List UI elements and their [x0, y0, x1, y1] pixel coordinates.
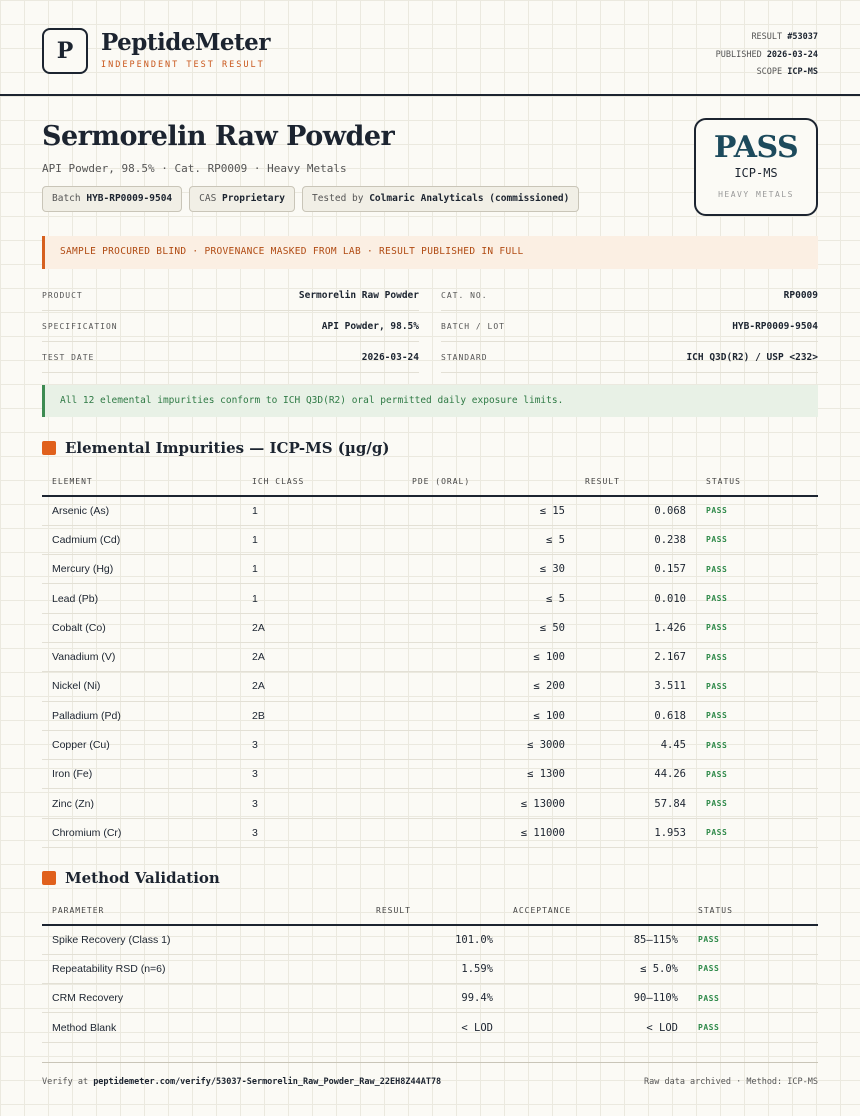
table-header-row: ELEMENT ICH CLASS PDE (ORAL) RESULT STATUS	[42, 467, 818, 496]
table-row	[42, 760, 818, 789]
ich-class: 2A	[242, 642, 402, 671]
tested-by-chip: Tested by Colmaric Analyticals (commissioned)	[302, 186, 579, 212]
pde-limit: ≤ 13000	[402, 789, 575, 818]
parameter-name: Method Blank	[42, 1013, 366, 1042]
status-badge: PASS	[696, 760, 818, 789]
pde-limit: ≤ 200	[402, 672, 575, 701]
ich-class: 3	[242, 730, 402, 759]
parameter-name: Spike Recovery (Class 1)	[42, 925, 366, 954]
pde-limit: ≤ 100	[402, 642, 575, 671]
validation-result: 101.0%	[366, 925, 503, 954]
table-row	[42, 525, 818, 554]
result-value: 0.238	[575, 525, 696, 554]
element-name: Mercury (Hg)	[42, 555, 242, 584]
result-value: 1.953	[575, 818, 696, 847]
ich-class: 3	[242, 760, 402, 789]
pde-limit: ≤ 1300	[402, 760, 575, 789]
table-row	[42, 730, 818, 759]
table-row	[42, 613, 818, 642]
parameter-name: Repeatability RSD (n=6)	[42, 954, 366, 983]
procurement-notice: SAMPLE PROCURED BLIND · PROVENANCE MASKED FROM LAB · RESULT PUBLISHED IN FULL	[42, 236, 818, 269]
report-meta	[716, 29, 818, 82]
table-row	[42, 642, 818, 671]
archive-note: Raw data archived · Method: ICP-MS	[644, 1077, 818, 1087]
status-badge: PASS	[696, 613, 818, 642]
info-spec: SPECIFICATION API Powder, 98.5%	[42, 311, 419, 342]
validation-result: 99.4%	[366, 984, 503, 1013]
result-value: 0.157	[575, 555, 696, 584]
report-footer: Verify at peptidemeter.com/verify/53037-Sermorelin_Raw_Powder_Raw_22EH8Z44AT78 Raw data archived · Method: ICP-MS	[42, 1062, 818, 1087]
section-marker	[42, 441, 56, 455]
result-value: 44.26	[575, 760, 696, 789]
pde-limit: ≤ 5	[402, 525, 575, 554]
result-value: 2.167	[575, 642, 696, 671]
acceptance-range: < LOD	[503, 1013, 688, 1042]
result-value: 4.45	[575, 730, 696, 759]
impurities-heading: Elemental Impurities — ICP-MS (µg/g)	[42, 439, 389, 457]
pde-limit: ≤ 3000	[402, 730, 575, 759]
status-badge: PASS	[696, 672, 818, 701]
pde-limit: ≤ 11000	[402, 818, 575, 847]
section-marker	[42, 871, 56, 885]
element-name: Iron (Fe)	[42, 760, 242, 789]
result-value: 57.84	[575, 789, 696, 818]
element-name: Vanadium (V)	[42, 642, 242, 671]
cas-chip: CAS Proprietary	[189, 186, 295, 212]
ich-class: 1	[242, 496, 402, 525]
product-subtitle: API Powder, 98.5% · Cat. RP0009 · Heavy Metals	[42, 162, 347, 175]
status-badge: PASS	[688, 984, 818, 1013]
status-badge: PASS	[688, 925, 818, 954]
acceptance-range: 85–115%	[503, 925, 688, 954]
table-row	[42, 555, 818, 584]
result-value: 3.511	[575, 672, 696, 701]
result-value: 0.010	[575, 584, 696, 613]
batch-chip: Batch HYB-RP0009-9504	[42, 186, 182, 212]
logo	[42, 28, 88, 74]
element-name: Cadmium (Cd)	[42, 525, 242, 554]
conformance-banner: All 12 elemental impurities conform to ICH Q3D(R2) oral permitted daily exposure limits.	[42, 385, 818, 417]
status-badge: PASS	[696, 584, 818, 613]
acceptance-range: ≤ 5.0%	[503, 954, 688, 983]
table-row	[42, 1013, 818, 1042]
impurities-table	[42, 467, 818, 848]
pde-limit: ≤ 5	[402, 584, 575, 613]
element-name: Lead (Pb)	[42, 584, 242, 613]
brand-name: PeptideMeter	[101, 29, 270, 56]
ich-class: 1	[242, 555, 402, 584]
pde-limit: ≤ 100	[402, 701, 575, 730]
element-name: Palladium (Pd)	[42, 701, 242, 730]
element-name: Cobalt (Co)	[42, 613, 242, 642]
result-value: 1.426	[575, 613, 696, 642]
verify-link[interactable]: peptidemeter.com/verify/53037-Sermorelin_Raw_Powder_Raw_22EH8Z44AT78	[93, 1077, 442, 1087]
verdict-status: PASS	[713, 130, 799, 165]
status-badge: PASS	[696, 496, 818, 525]
element-name: Copper (Cu)	[42, 730, 242, 759]
info-batch: BATCH / LOT HYB-RP0009-9504	[441, 311, 818, 342]
parameter-name: CRM Recovery	[42, 984, 366, 1013]
element-name: Zinc (Zn)	[42, 789, 242, 818]
table-row	[42, 496, 818, 525]
product-title: Sermorelin Raw Powder	[42, 121, 395, 152]
pde-limit: ≤ 30	[402, 555, 575, 584]
scope: SCOPE ICP-MS	[756, 67, 818, 77]
brand-tagline: INDEPENDENT TEST RESULT	[101, 60, 265, 70]
status-badge: PASS	[696, 642, 818, 671]
published-date: PUBLISHED 2026-03-24	[715, 49, 818, 60]
ich-class: 1	[242, 525, 402, 554]
info-catno: CAT. NO. RP0009	[441, 280, 818, 311]
info-standard: STANDARD ICH Q3D(R2) / USP <232>	[441, 342, 818, 373]
table-header-row: PARAMETER RESULT ACCEPTANCE STATUS	[42, 896, 818, 925]
ich-class: 2A	[242, 613, 402, 642]
table-row	[42, 954, 818, 983]
table-row	[42, 818, 818, 847]
result-value: 0.068	[575, 496, 696, 525]
status-badge: PASS	[688, 1013, 818, 1042]
element-name: Chromium (Cr)	[42, 818, 242, 847]
result-id: RESULT #53037	[751, 32, 818, 42]
validation-table	[42, 896, 818, 1043]
status-badge: PASS	[696, 818, 818, 847]
status-badge: PASS	[696, 525, 818, 554]
info-product: PRODUCT Sermorelin Raw Powder	[42, 280, 419, 311]
result-value: 0.618	[575, 701, 696, 730]
validation-heading: Method Validation	[42, 869, 220, 887]
pde-limit: ≤ 15	[402, 496, 575, 525]
status-badge: PASS	[696, 789, 818, 818]
validation-result: 1.59%	[366, 954, 503, 983]
validation-result: < LOD	[366, 1013, 503, 1042]
table-row	[42, 925, 818, 954]
ich-class: 3	[242, 789, 402, 818]
table-row	[42, 984, 818, 1013]
verdict-category: HEAVY METALS	[718, 190, 794, 199]
verdict-method: ICP-MS	[734, 166, 778, 180]
report-header	[0, 0, 860, 96]
logo-letter: P	[56, 38, 74, 64]
element-name: Nickel (Ni)	[42, 672, 242, 701]
status-badge: PASS	[696, 555, 818, 584]
status-badge: PASS	[688, 954, 818, 983]
table-row	[42, 789, 818, 818]
status-badge: PASS	[696, 701, 818, 730]
pde-limit: ≤ 50	[402, 613, 575, 642]
table-row	[42, 672, 818, 701]
ich-class: 2B	[242, 701, 402, 730]
ich-class: 3	[242, 818, 402, 847]
element-name: Arsenic (As)	[42, 496, 242, 525]
product-chips	[42, 186, 579, 212]
info-date: TEST DATE 2026-03-24	[42, 342, 419, 373]
status-badge: PASS	[696, 730, 818, 759]
ich-class: 2A	[242, 672, 402, 701]
table-row	[42, 701, 818, 730]
acceptance-range: 90–110%	[503, 984, 688, 1013]
verdict-stamp	[694, 118, 818, 216]
ich-class: 1	[242, 584, 402, 613]
table-row	[42, 584, 818, 613]
